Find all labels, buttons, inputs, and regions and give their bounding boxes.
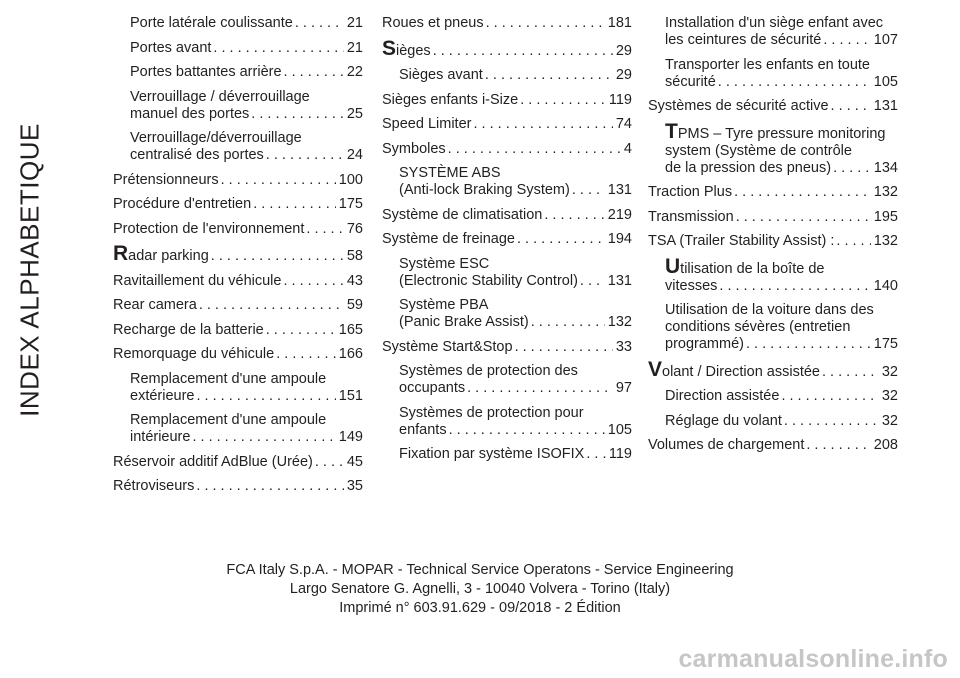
section-letter: V	[648, 357, 663, 381]
page-number: 134	[873, 159, 898, 176]
index-entry	[648, 184, 898, 201]
leader-dots	[719, 278, 870, 295]
section-letter: R	[113, 242, 129, 265]
entry-label: enfants	[399, 421, 447, 438]
index-entry	[648, 357, 898, 381]
leader-dots	[433, 43, 613, 60]
index-entry	[113, 322, 363, 339]
page-number: 74	[615, 116, 632, 132]
index-entry	[113, 89, 363, 123]
leader-dots	[531, 314, 605, 331]
leader-dots	[833, 160, 871, 177]
index-entry	[382, 36, 632, 60]
page-number: 132	[873, 233, 898, 249]
leader-dots	[806, 437, 870, 454]
entry-label: TSA (Trailer Stability Assist) :	[648, 233, 835, 249]
index-entry	[113, 172, 363, 189]
page-number: 132	[873, 184, 898, 200]
leader-dots	[515, 339, 613, 356]
entry-label: Procédure d'entretien	[113, 196, 252, 212]
page-number: 45	[346, 453, 363, 470]
page-number: 149	[338, 429, 363, 445]
index-entry	[382, 405, 632, 439]
leader-dots	[784, 413, 879, 430]
index-entry	[648, 15, 898, 49]
entry-label: Rétroviseurs	[113, 478, 195, 494]
page-number: 119	[608, 446, 632, 462]
page-number: 22	[346, 64, 363, 80]
entry-label: Speed Limiter	[382, 116, 472, 132]
leader-dots	[736, 209, 871, 226]
index-entry	[113, 15, 363, 32]
leader-dots	[823, 32, 870, 49]
section-letter: T	[665, 119, 678, 143]
page-number: 107	[873, 32, 898, 48]
page-number: 131	[607, 272, 632, 289]
index-column-3	[648, 15, 898, 462]
index-entry	[648, 233, 898, 250]
page-number: 195	[873, 208, 898, 225]
page-number: 29	[615, 67, 632, 83]
page-number: 76	[346, 220, 363, 237]
index-entry	[382, 67, 632, 84]
index-entry	[382, 116, 632, 133]
entry-label: les ceintures de sécurité	[665, 32, 822, 48]
side-title: INDEX ALPHABETIQUE	[14, 123, 45, 417]
entry-label: Systèmes de protection pour	[399, 404, 584, 421]
index-entry	[382, 207, 632, 224]
leader-dots	[283, 273, 343, 290]
entry-label: Utilisation de la voiture dans des	[665, 302, 874, 318]
section-letter: S	[382, 36, 397, 60]
leader-dots	[276, 346, 336, 363]
watermark: carmanualsonline.info	[678, 645, 948, 673]
index-column-2	[382, 15, 632, 471]
leader-dots	[448, 141, 621, 158]
page-number: 43	[346, 272, 363, 289]
index-entry	[382, 92, 632, 109]
leader-dots	[485, 67, 613, 84]
index-entry	[648, 57, 898, 91]
entry-label: Portes battantes arrière	[130, 64, 282, 80]
page-number: 25	[346, 105, 363, 122]
leader-dots	[253, 196, 336, 213]
entry-label: Rear camera	[113, 297, 197, 313]
page-number: 105	[873, 73, 898, 90]
index-entry	[648, 302, 898, 353]
leader-dots	[734, 184, 871, 201]
page-number: 97	[615, 380, 632, 396]
entry-label: Système Start&Stop	[382, 338, 513, 355]
entry-label: Verrouillage / déverrouillage	[130, 88, 310, 105]
index-entry	[382, 15, 632, 32]
entry-label: extérieure	[130, 387, 195, 404]
entry-label: Traction Plus	[648, 184, 733, 200]
page-number: 29	[615, 42, 632, 59]
entry-label: tilisation de la boîte de	[680, 260, 825, 277]
leader-dots	[520, 92, 606, 109]
index-entry	[113, 297, 363, 314]
index-entry	[648, 98, 898, 115]
page-number: 119	[608, 91, 632, 108]
page-number: 32	[881, 388, 898, 404]
entry-label: Système PBA	[399, 297, 489, 313]
footer	[0, 561, 960, 618]
entry-label: Réglage du volant	[665, 412, 782, 429]
page-number: 140	[873, 277, 898, 294]
entry-label: occupants	[399, 380, 466, 396]
index-column-1	[113, 15, 363, 503]
index-entry	[113, 130, 363, 164]
page-number: 21	[346, 15, 363, 31]
leader-dots	[295, 15, 344, 32]
page-number: 181	[607, 15, 632, 31]
page-number: 166	[338, 346, 363, 362]
leader-dots	[306, 221, 343, 238]
page-number: 33	[615, 338, 632, 355]
index-entry	[648, 254, 898, 295]
page-number: 59	[346, 297, 363, 313]
leader-dots	[781, 388, 878, 405]
entry-label: PMS – Tyre pressure monitoring	[677, 125, 886, 142]
page-number: 175	[338, 196, 363, 212]
footer-line-print: Imprimé n° 603.91.629 - 09/2018 - 2 Édition	[339, 600, 621, 616]
leader-dots	[221, 172, 336, 189]
entry-label: (Electronic Stability Control)	[399, 272, 578, 289]
index-entry	[113, 478, 363, 495]
leader-dots	[831, 98, 871, 115]
index-entry	[113, 273, 363, 290]
index-entry	[113, 64, 363, 81]
index-entry	[382, 339, 632, 356]
page-number: 105	[607, 421, 632, 438]
index-entry	[113, 221, 363, 238]
leader-dots	[580, 273, 605, 290]
leader-dots	[467, 380, 613, 397]
index-entry	[382, 256, 632, 290]
entry-label: programmé)	[665, 336, 744, 352]
leader-dots	[572, 182, 605, 199]
index-entry	[648, 388, 898, 405]
index-entry	[113, 242, 363, 265]
index-entry	[113, 196, 363, 213]
leader-dots	[822, 364, 879, 381]
entry-label: Protection de l'environnement	[113, 220, 305, 237]
leader-dots	[473, 116, 612, 133]
index-entry	[648, 437, 898, 454]
page-number: 131	[607, 182, 632, 198]
entry-label: Sièges avant	[399, 67, 483, 83]
entry-label: Systèmes de protection des	[399, 363, 578, 379]
page-number: 151	[338, 387, 363, 404]
entry-label: sécurité	[665, 73, 716, 90]
page-number: 21	[346, 39, 363, 56]
entry-label: Symboles	[382, 140, 446, 157]
entry-label: system (Système de contrôle	[665, 142, 852, 159]
page-number: 165	[338, 321, 363, 338]
entry-label: Système de freinage	[382, 231, 515, 247]
index-entry	[382, 297, 632, 331]
index-entry	[382, 446, 632, 463]
section-letter: U	[665, 254, 681, 278]
page-number: 194	[607, 231, 632, 247]
page-number: 132	[607, 314, 632, 330]
page-number: 175	[873, 336, 898, 352]
entry-label: intérieure	[130, 429, 191, 445]
entry-label: Direction assistée	[665, 388, 780, 404]
index-entry	[648, 119, 898, 177]
entry-label: Ravitaillement du véhicule	[113, 272, 282, 289]
entry-label: Remplacement d'une ampoule	[130, 412, 327, 428]
entry-label: Installation d'un siège enfant avec	[665, 15, 884, 31]
leader-dots	[836, 233, 870, 250]
entry-label: manuel des portes	[130, 105, 250, 122]
index-entry	[648, 209, 898, 226]
entry-label: Portes avant	[130, 39, 212, 56]
leader-dots	[196, 388, 335, 405]
page-number: 35	[346, 478, 363, 494]
footer-line-address: Largo Senatore G. Agnelli, 3 - 10040 Volvera - Torino (Italy)	[289, 581, 671, 597]
entry-label: Réservoir additif AdBlue (Urée)	[113, 453, 313, 470]
entry-label: Remplacement d'une ampoule	[130, 370, 327, 387]
footer-line-company: FCA Italy S.p.A. - MOPAR - Technical Service Operatons - Service Engineering	[226, 562, 734, 578]
entry-label: (Panic Brake Assist)	[399, 314, 529, 330]
index-entry	[382, 141, 632, 158]
entry-label: olant / Direction assistée	[662, 363, 820, 380]
leader-dots	[449, 422, 605, 439]
index-entry	[113, 371, 363, 405]
index-entry	[382, 231, 632, 248]
entry-label: Roues et pneus	[382, 15, 484, 31]
index-entry	[113, 40, 363, 57]
entry-label: adar parking	[128, 248, 209, 264]
leader-dots	[746, 336, 871, 353]
index-entry	[648, 413, 898, 430]
entry-label: de la pression des pneus)	[665, 159, 832, 176]
leader-dots	[211, 248, 344, 265]
entry-label: vitesses	[665, 277, 718, 294]
entry-label: Recharge de la batterie	[113, 321, 264, 338]
page-number: 58	[346, 248, 363, 264]
entry-label: Remorquage du véhicule	[113, 346, 275, 362]
entry-label: centralisé des portes	[130, 147, 264, 163]
entry-label: Systèmes de sécurité active	[648, 98, 829, 114]
entry-label: conditions sévères (entretien	[665, 319, 851, 335]
entry-label: SYSTÈME ABS	[399, 165, 501, 181]
entry-label: Transmission	[648, 208, 734, 225]
entry-label: Porte latérale coulissante	[130, 15, 293, 31]
page-number: 4	[623, 140, 632, 157]
index-entry	[113, 412, 363, 446]
entry-label: Verrouillage/déverrouillage	[130, 130, 302, 146]
leader-dots	[517, 231, 605, 248]
leader-dots	[266, 322, 336, 339]
leader-dots	[315, 454, 344, 471]
leader-dots	[284, 64, 344, 81]
leader-dots	[586, 446, 606, 463]
entry-label: Système de climatisation	[382, 206, 543, 223]
page-number: 32	[881, 412, 898, 429]
leader-dots	[544, 207, 604, 224]
page-number: 219	[607, 206, 632, 223]
index-entry	[382, 363, 632, 397]
leader-dots	[213, 40, 343, 57]
page-number: 24	[346, 147, 363, 163]
entry-label: Transporter les enfants en toute	[665, 56, 870, 73]
leader-dots	[251, 106, 344, 123]
leader-dots	[199, 297, 344, 314]
entry-label: ièges	[396, 42, 431, 59]
page-number: 131	[873, 98, 898, 114]
index-entry	[113, 454, 363, 471]
page-number: 32	[881, 363, 898, 380]
entry-label: Système ESC	[399, 255, 490, 272]
leader-dots	[192, 429, 335, 446]
index-entry	[113, 346, 363, 363]
leader-dots	[718, 74, 871, 91]
entry-label: Prétensionneurs	[113, 171, 219, 188]
leader-dots	[486, 15, 605, 32]
page-number: 100	[338, 171, 363, 188]
entry-label: (Anti-lock Braking System)	[399, 182, 570, 198]
index-entry	[382, 165, 632, 199]
leader-dots	[266, 147, 344, 164]
entry-label: Fixation par système ISOFIX	[399, 446, 585, 462]
leader-dots	[196, 478, 343, 495]
entry-label: Sièges enfants i-Size	[382, 91, 519, 108]
page-number: 208	[873, 437, 898, 453]
entry-label: Volumes de chargement	[648, 437, 805, 453]
